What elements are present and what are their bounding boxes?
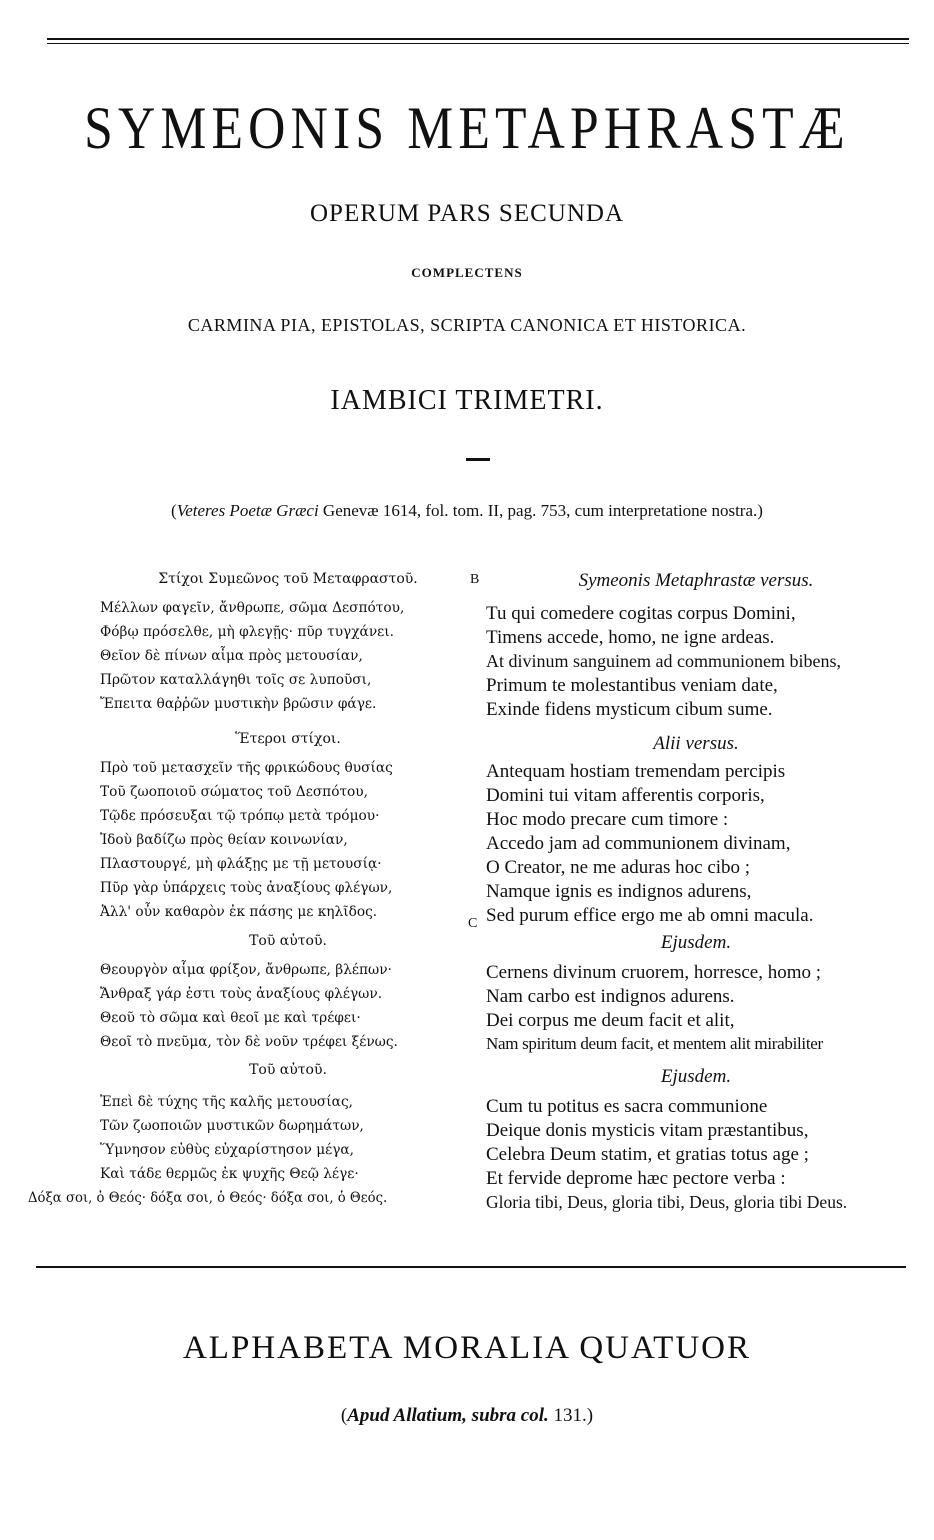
greek-line: Πλαστουργέ, μὴ φλάξῃς με τῇ μετουσίᾳ· bbox=[100, 856, 382, 872]
greek-line: Θεοῦ τὸ σῶμα καὶ θεοῖ με καὶ τρέφει· bbox=[100, 1010, 361, 1026]
ref-open: ( bbox=[340, 1405, 348, 1426]
ref-rest: 131. bbox=[548, 1405, 587, 1426]
latin-line: Nam spiritum deum facit, et mentem alit mirabiliter bbox=[486, 1034, 823, 1053]
section-title: IAMBICI TRIMETRI. bbox=[330, 385, 604, 416]
greek-heading: Στίχοι Συμεῶνος τοῦ Μεταφραστοῦ. bbox=[158, 571, 418, 587]
greek-line: Καὶ τάδε θερμῶς ἐκ ψυχῆς Θεῷ λέγε· bbox=[100, 1166, 359, 1182]
greek-line: Τῶν ζωοποιῶν μυστικῶν δωρημάτων, bbox=[100, 1118, 364, 1134]
latin-line: Celebra Deum statim, et gratias totus age ; bbox=[486, 1144, 809, 1165]
latin-heading: Ejusdem. bbox=[660, 932, 732, 953]
greek-line: Ἔπειτα θαῤῥῶν μυστικὴν βρῶσιν φάγε. bbox=[100, 696, 377, 712]
main-title: SYMEONIS METAPHRASTÆ bbox=[84, 95, 850, 161]
greek-line: Δόξα σοι, ὁ Θεός· δόξα σοι, ὁ Θεός· δόξα σοι, ὁ Θεός. bbox=[28, 1190, 388, 1206]
complectens-label: COMPLECTENS bbox=[411, 265, 523, 280]
source-open: ( bbox=[171, 501, 177, 520]
latin-column bbox=[486, 0, 916, 1260]
subtitle: OPERUM PARS SECUNDA bbox=[310, 200, 624, 227]
latin-line: Hoc modo precare cum timore : bbox=[486, 809, 729, 830]
greek-line: Πρὸ τοῦ μετασχεῖν τῆς φρικώδους θυσίας bbox=[100, 760, 393, 776]
greek-line: Ἐπεὶ δὲ τύχης τῆς καλῆς μετουσίας, bbox=[100, 1094, 353, 1110]
greek-line: Ἀλλ' οὖν καθαρὸν ἐκ πάσης με κηλῖδος. bbox=[100, 904, 378, 920]
latin-heading: Symeonis Metaphrastæ versus. bbox=[578, 570, 814, 591]
latin-line: Exinde fidens mysticum cibum sume. bbox=[486, 699, 773, 720]
latin-line: Cernens divinum cruorem, horresce, homo ; bbox=[486, 962, 822, 983]
latin-line: Deique donis mysticis vitam præstantibus, bbox=[486, 1120, 809, 1141]
greek-line: Πρῶτον καταλλάγηθι τοῖς σε λυποῦσι, bbox=[100, 672, 372, 688]
greek-line: Φόβῳ πρόσελθε, μὴ φλεγῇς· πῦρ τυγχάνει. bbox=[100, 624, 395, 640]
latin-line: Primum te molestantibus veniam date, bbox=[486, 675, 778, 696]
latin-line: Sed purum effice ergo me ab omni macula. bbox=[486, 905, 814, 926]
greek-line: Ἰδοὺ βαδίζω πρὸς θείαν κοινωνίαν, bbox=[100, 832, 348, 848]
greek-line: Θεῖον δὲ πίνων αἷμα πρὸς μετουσίαν, bbox=[100, 648, 363, 664]
latin-line: Domini tui vitam afferentis corporis, bbox=[486, 785, 765, 806]
latin-heading: Alii versus. bbox=[653, 733, 739, 754]
greek-line: Τοῦ ζωοποιοῦ σώματος τοῦ Δεσπότου, bbox=[100, 784, 369, 800]
greek-heading: Τοῦ αὐτοῦ. bbox=[249, 1062, 327, 1078]
latin-line: Gloria tibi, Deus, gloria tibi, Deus, gloria tibi Deus. bbox=[486, 1192, 848, 1212]
greek-heading: Τοῦ αὐτοῦ. bbox=[249, 933, 327, 949]
latin-line: Nam carbo est indignos adurens. bbox=[486, 986, 735, 1007]
latin-line: At divinum sanguinem ad communionem bibens, bbox=[486, 651, 841, 671]
contents-line: CARMINA PIA, EPISTOLAS, SCRIPTA CANONICA ET HISTORICA. bbox=[187, 315, 747, 335]
source-italic: Veteres Poetæ Græci bbox=[176, 501, 319, 520]
source-rest: Genevæ 1614, fol. tom. II, pag. 753, cum interpretatione nostra. bbox=[318, 501, 758, 520]
greek-line: Μέλλων φαγεῖν, ἄνθρωπε, σῶμα Δεσπότου, bbox=[100, 600, 405, 616]
section-divider-rule bbox=[36, 1266, 906, 1268]
greek-heading: Ἕτεροι στίχοι. bbox=[235, 731, 341, 747]
latin-line: Dei corpus me deum facit et alit, bbox=[486, 1010, 735, 1031]
ref-close: ) bbox=[586, 1405, 594, 1426]
latin-line: Antequam hostiam tremendam percipis bbox=[486, 761, 786, 782]
latin-line: Et fervide deprome hæc pectore verba : bbox=[486, 1168, 786, 1189]
greek-line: Πῦρ γὰρ ὑπάρχεις τοὺς ἀναξίους φλέγων, bbox=[100, 880, 393, 896]
next-section-title: ALPHABETA MORALIA QUATUOR bbox=[182, 1330, 752, 1366]
latin-line: Timens accede, homo, ne igne ardeas. bbox=[486, 627, 775, 648]
latin-line: Accedo jam ad communionem divinam, bbox=[486, 833, 791, 854]
margin-letter-c: C bbox=[468, 916, 478, 931]
greek-line: Τῷδε πρόσευξαι τῷ τρόπῳ μετὰ τρόμου· bbox=[100, 808, 380, 824]
greek-line: Ἄνθραξ γάρ ἐστι τοὺς ἀναξίους φλέγων. bbox=[100, 986, 383, 1002]
latin-line: O Creator, ne me aduras hoc cibo ; bbox=[486, 857, 751, 878]
source-close: ) bbox=[757, 501, 763, 520]
greek-line: Ὕμνησον εὐθὺς εὐχαρίστησον μέγα, bbox=[100, 1142, 355, 1158]
latin-heading: Ejusdem. bbox=[660, 1066, 732, 1087]
greek-line: Θεουργὸν αἷμα φρίξον, ἄνθρωπε, βλέπων· bbox=[100, 962, 392, 978]
ref-italic: Apud Allatium, subra col. bbox=[347, 1405, 549, 1426]
greek-line: Θεοῖ τὸ πνεῦμα, τὸν δὲ νοῦν τρέφει ξένως. bbox=[100, 1034, 398, 1050]
latin-line: Cum tu potitus es sacra communione bbox=[486, 1096, 768, 1117]
margin-letter-b: B bbox=[470, 572, 480, 587]
next-section-reference bbox=[0, 1403, 934, 1429]
latin-line: Tu qui comedere cogitas corpus Domini, bbox=[486, 603, 796, 624]
latin-line: Namque ignis es indignos adurens, bbox=[486, 881, 752, 902]
